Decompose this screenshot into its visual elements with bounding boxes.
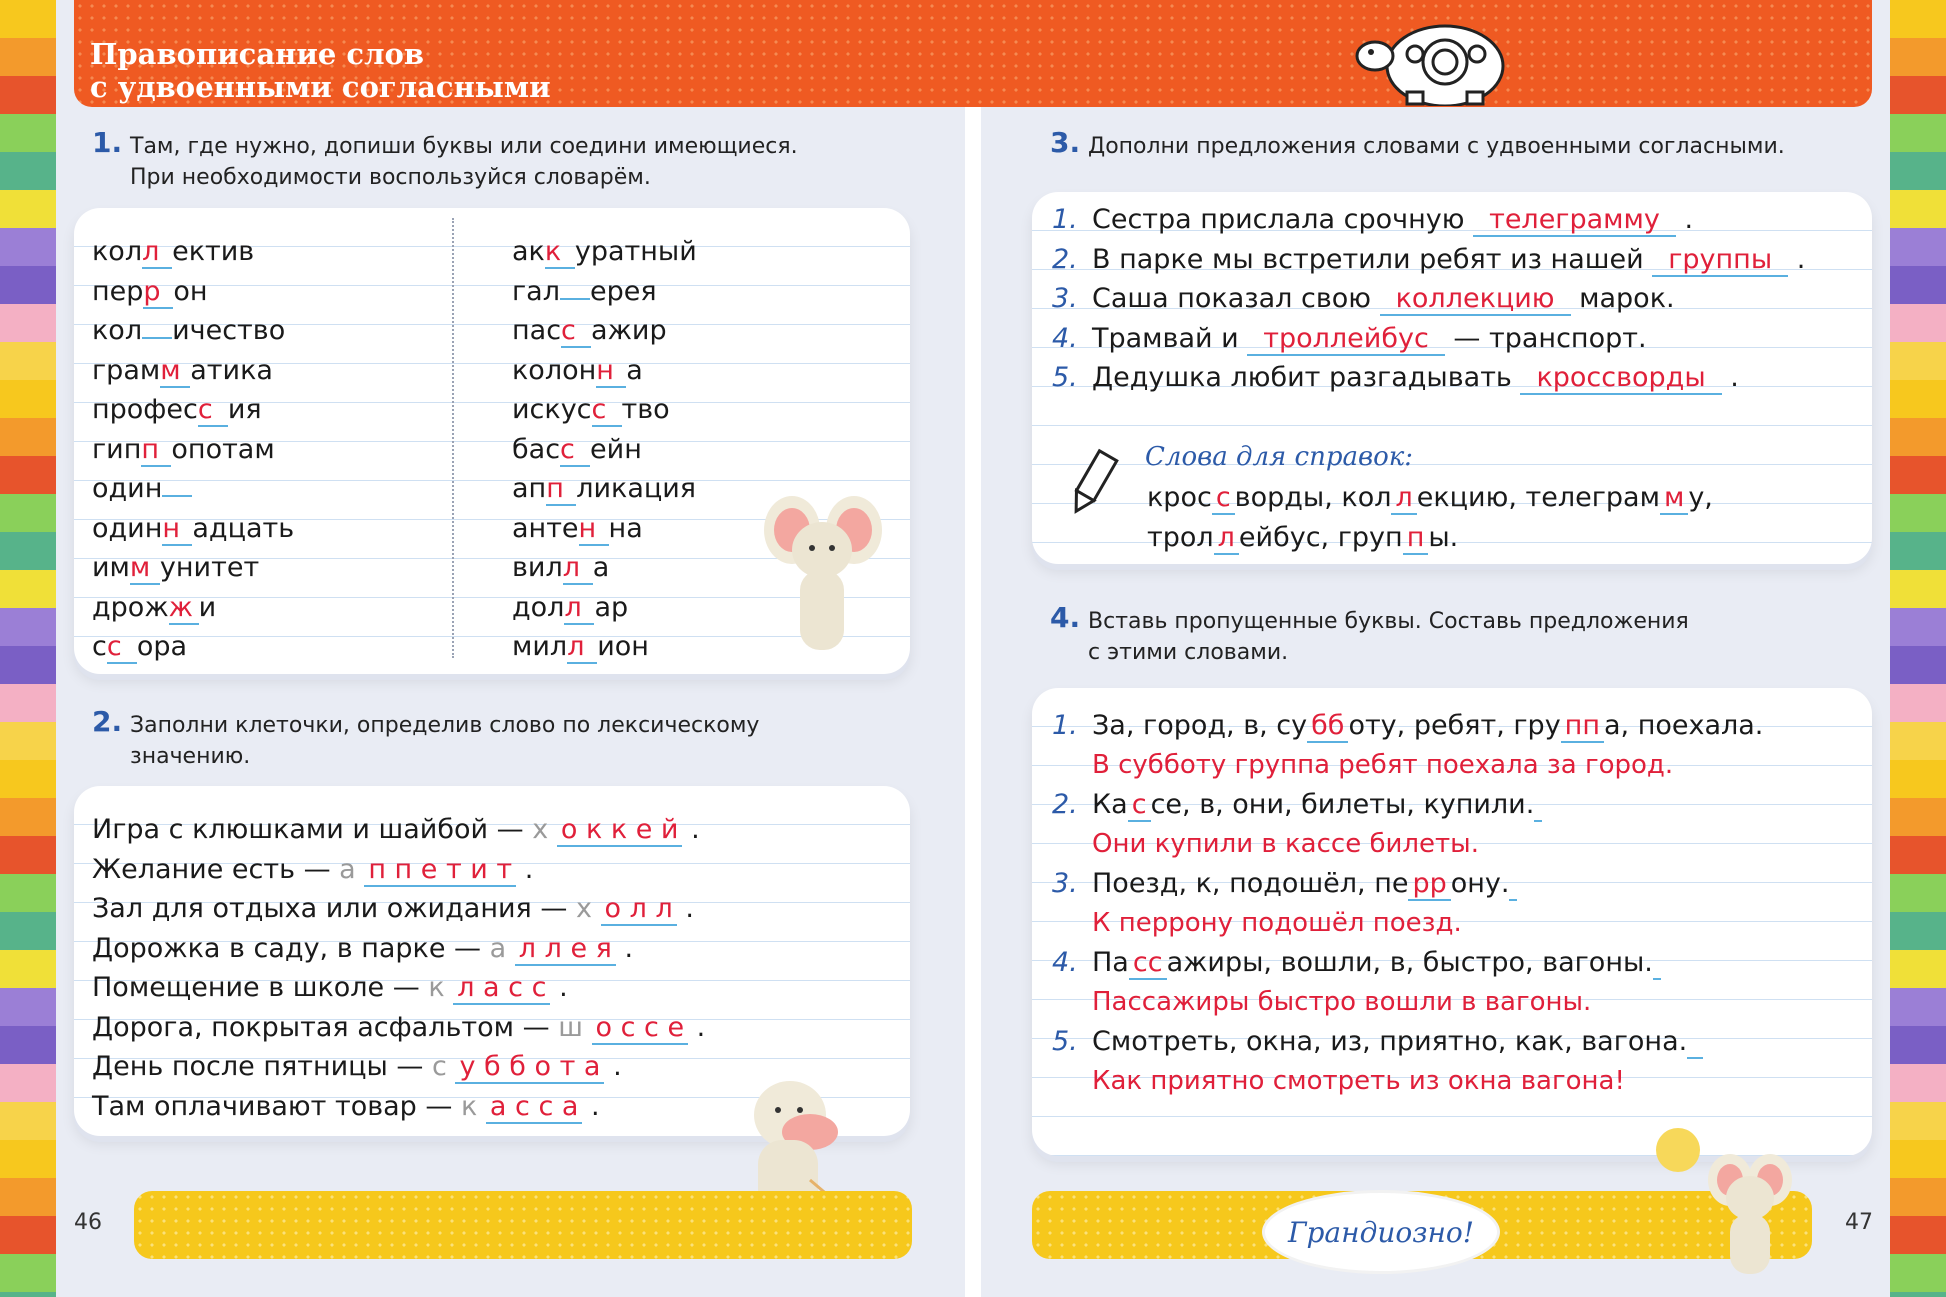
- definition-row: Желание есть — а п п е т и т .: [92, 853, 534, 885]
- hint-line-2: трол л ейбус, груп п ы.: [1147, 522, 1459, 553]
- task2-instruction: [92, 705, 760, 772]
- page-number-right: 47: [1845, 1210, 1873, 1235]
- page-number-left: 46: [74, 1210, 102, 1235]
- footer-bar-left: [134, 1191, 912, 1259]
- sentence-row: 5. Дедушка любит разгадывать кроссворды .: [1052, 362, 1739, 393]
- word-item: искусс тво: [512, 394, 670, 425]
- hint-title: Слова для справок:: [1145, 442, 1414, 472]
- task4-item: 2. Ка с се, в, они, билеты, купили.: [1052, 789, 1542, 820]
- task2-text-line-1: Заполни клеточки, определив слово по лексическому: [130, 713, 760, 738]
- task4-answer: Как приятно смотреть из окна вагона!: [1092, 1066, 1625, 1096]
- definition-row: Там оплачивают товар — к а с с а .: [92, 1090, 600, 1122]
- task1-text-line-1: Там, где нужно, допиши буквы или соедини имеющиеся.: [130, 134, 798, 159]
- task4-item: 5. Смотреть, окна, из, приятно, как, вагона.: [1052, 1026, 1703, 1057]
- definition-row: Зал для отдыха или ожидания — х о л л .: [92, 893, 694, 924]
- word-item: басс ейн: [512, 433, 642, 465]
- sentence-row: 2. В парке мы встретили ребят из нашей группы .: [1052, 243, 1806, 275]
- elephant-with-cheese-illustration: [1650, 1110, 1800, 1280]
- word-item: грамм атика: [92, 354, 273, 386]
- sentence-row: 1. Сестра прислала срочную телеграмму .: [1052, 204, 1694, 235]
- word-item: апп ликация: [512, 473, 697, 504]
- word-item: колл ектив: [92, 236, 255, 267]
- word-item: сс ора: [92, 631, 188, 662]
- word-item: гипп опотам: [92, 433, 275, 465]
- task1-column-divider: [452, 218, 454, 658]
- task4-number: 4.: [1050, 601, 1081, 634]
- definition-row: Помещение в школе — к л а с с .: [92, 972, 568, 1003]
- task4-answer: В субботу группа ребят поехала за город.: [1092, 750, 1674, 780]
- elephant-illustration: [762, 490, 882, 660]
- task4-answer: Они купили в кассе билеты.: [1092, 829, 1479, 859]
- word-item: кол ичество: [92, 315, 286, 346]
- word-item: долл ар: [512, 591, 629, 623]
- task4-answer: Пассажиры быстро вошли в вагоны.: [1092, 987, 1592, 1017]
- definition-row: Дорожка в саду, в парке — а л л е я .: [92, 932, 634, 964]
- task4-text-line-2: с этими словами.: [1088, 640, 1289, 665]
- task2-text-line-2: значению.: [130, 744, 251, 769]
- task1-number: 1.: [92, 126, 123, 159]
- definition-row: Игра с клюшками и шайбой — х о к к е й .: [92, 814, 700, 845]
- definition-row: День после пятницы — с у б б о т а .: [92, 1051, 622, 1082]
- word-item: милл ион: [512, 631, 649, 662]
- task4-answer: К перрону подошёл поезд.: [1092, 908, 1462, 938]
- hint-line-1: крос с ворды, кол л екцию, телеграм м у,: [1147, 482, 1713, 513]
- page-title: [90, 38, 551, 104]
- word-item: колонн а: [512, 354, 643, 386]
- task4-text-line-1: Вставь пропущенные буквы. Составь предложения: [1088, 609, 1689, 634]
- title-line-2: с удвоенными согласными: [90, 70, 551, 104]
- task3-text: Дополни предложения словами с удвоенными согласными.: [1088, 134, 1785, 159]
- pencil-icon: [1062, 448, 1124, 520]
- title-line-1: Правописание слов: [90, 37, 425, 71]
- task1-text-line-2: При необходимости воспользуйся словарём.: [130, 165, 651, 190]
- task4-item: 4. Па сс ажиры, вошли, в, быстро, вагоны.: [1052, 947, 1661, 978]
- sentence-row: 3. Саша показал свою коллекцию марок.: [1052, 283, 1675, 314]
- word-item: имм унитет: [92, 552, 260, 583]
- task4-item: 1. За, город, в, су бб оту, ребят, гру пп а, поехала.: [1052, 710, 1764, 741]
- task4-instruction: [1050, 601, 1689, 668]
- word-item: вилл а: [512, 552, 610, 583]
- word-item: професс ия: [92, 394, 262, 425]
- right-stripe-decoration: [1890, 0, 1946, 1297]
- left-stripe-decoration: [0, 0, 56, 1297]
- word-item: пасс ажир: [512, 315, 667, 346]
- sentence-row: 4. Трамвай и троллейбус — транспорт.: [1052, 322, 1647, 354]
- task1-instruction: [92, 126, 798, 193]
- word-item: гал ерея: [512, 275, 657, 307]
- task2-number: 2.: [92, 705, 123, 738]
- definition-row: Дорога, покрытая асфальтом — ш о с с е .: [92, 1011, 706, 1043]
- word-item: один: [92, 473, 192, 504]
- word-item: дрожж и: [92, 591, 217, 623]
- task3-instruction: [1050, 126, 1785, 162]
- word-item: акк уратный: [512, 236, 697, 267]
- word-item: перр он: [92, 275, 208, 307]
- task4-item: 3. Поезд, к, подошёл, пе рр ону.: [1052, 868, 1517, 899]
- page-gutter: [965, 0, 981, 1297]
- word-item: одинн адцать: [92, 512, 295, 544]
- turtle-illustration: [1345, 14, 1515, 106]
- task3-number: 3.: [1050, 126, 1081, 159]
- word-item: антен на: [512, 512, 643, 544]
- praise-bubble: Грандиозно!: [1262, 1190, 1500, 1274]
